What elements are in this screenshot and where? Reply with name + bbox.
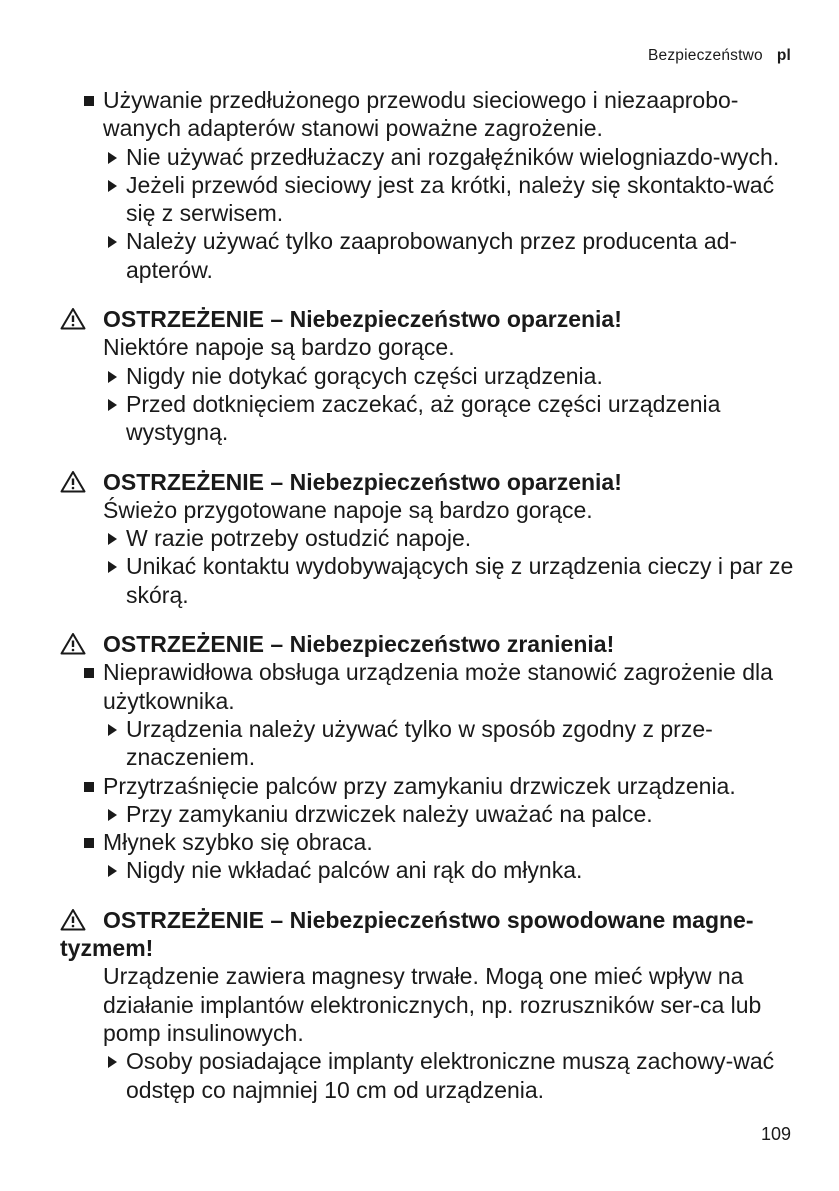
action-arrow-icon: [108, 399, 117, 411]
warning-text: Urządzenie zawiera magnesy trwałe. Mogą one mieć wpływ na działanie implantów elektronicznych, np. rozruszników ser-ca lub pomp insulinowych.: [103, 963, 762, 1046]
bullet-text: Młynek szybko się obraca.: [103, 829, 373, 856]
list-item: [60, 86, 795, 143]
action-arrow-icon: [108, 371, 117, 383]
list-item: [60, 828, 795, 856]
action-arrow-icon: [108, 152, 117, 164]
action-arrow-icon: [108, 724, 117, 736]
action-arrow-icon: [108, 533, 117, 545]
action-item: [60, 715, 795, 772]
language-code: pl: [776, 47, 791, 64]
page-number: 109: [760, 1124, 791, 1144]
warning-triangle-icon: [60, 632, 86, 655]
action-item: [60, 227, 795, 284]
list-item: [60, 658, 795, 715]
action-item: [60, 856, 795, 884]
bullet-square-icon: [84, 838, 94, 848]
action-text: Jeżeli przewód sieciowy jest za krótki, należy się skontakto-wać się z serwisem.: [126, 171, 775, 227]
warning-title: OSTRZEŻENIE – Niebezpieczeństwo oparzenia!: [60, 305, 795, 333]
action-arrow-icon: [108, 865, 117, 877]
action-text: Nie używać przedłużaczy ani rozgałęźników wielogniazdo-wych.: [126, 143, 780, 170]
action-item: [60, 552, 795, 609]
action-item: [60, 800, 795, 828]
action-item: [60, 143, 795, 171]
section-title: Bezpieczeństwo: [648, 47, 763, 64]
action-item: [60, 1047, 795, 1104]
action-arrow-icon: [108, 561, 117, 573]
bullet-square-icon: [84, 668, 94, 678]
warning-text: Świeżo przygotowane napoje są bardzo gorące.: [103, 496, 593, 523]
action-text: Osoby posiadające implanty elektroniczne muszą zachowy-wać odstęp co najmniej 10 cm od urządzenia.: [126, 1048, 775, 1103]
warning-block-injury: [60, 630, 795, 885]
action-item: [60, 171, 795, 228]
bullet-text: Przytrzaśnięcie palców przy zamykaniu drzwiczek urządzenia.: [103, 772, 736, 799]
action-text: Unikać kontaktu wydobywających się z urządzenia cieczy i par ze skórą.: [126, 553, 794, 608]
warning-triangle-icon: [60, 470, 86, 493]
safety-content: [60, 86, 795, 1104]
warning-block-magnetism: [60, 906, 795, 1104]
action-text: Nigdy nie dotykać gorących części urządzenia.: [126, 362, 603, 389]
warning-title: OSTRZEŻENIE – Niebezpieczeństwo zranienia!: [60, 630, 795, 658]
bullet-text: Używanie przedłużonego przewodu sieciowego i niezaaprobo-wanych adapterów stanowi poważne zagrożenie.: [103, 87, 739, 142]
action-arrow-icon: [108, 180, 117, 192]
action-arrow-icon: [108, 1056, 117, 1068]
action-text: Nigdy nie wkładać palców ani rąk do młynka.: [126, 857, 583, 884]
action-item: [60, 362, 795, 390]
action-text: W razie potrzeby ostudzić napoje.: [126, 525, 472, 552]
warning-text: Niektóre napoje są bardzo gorące.: [103, 334, 455, 361]
warning-block-burn-1: [60, 305, 795, 446]
bullet-square-icon: [84, 782, 94, 792]
bullet-text: Nieprawidłowa obsługa urządzenia może stanowić zagrożenie dla użytkownika.: [103, 659, 773, 714]
action-arrow-icon: [108, 809, 117, 821]
warning-title: OSTRZEŻENIE – Niebezpieczeństwo oparzenia!: [60, 468, 795, 496]
list-item: [60, 772, 795, 800]
action-item: [60, 390, 795, 447]
warning-block-burn-2: [60, 468, 795, 609]
action-text: Urządzenia należy używać tylko w sposób zgodny z prze-znaczeniem.: [126, 715, 713, 771]
action-text: Przed dotknięciem zaczekać, aż gorące części urządzenia wystygną.: [126, 390, 721, 446]
action-text: Przy zamykaniu drzwiczek należy uważać na palce.: [126, 800, 653, 827]
warning-triangle-icon: [60, 307, 86, 330]
action-item: [60, 524, 795, 552]
action-arrow-icon: [108, 236, 117, 248]
warning-triangle-icon: [60, 908, 86, 931]
running-header: [648, 47, 791, 65]
bullet-square-icon: [84, 96, 94, 106]
action-text: Należy używać tylko zaaprobowanych przez producenta ad-apterów.: [126, 228, 738, 283]
warning-title: OSTRZEŻENIE – Niebezpieczeństwo spowodowane magne-tyzmem!: [60, 906, 754, 962]
